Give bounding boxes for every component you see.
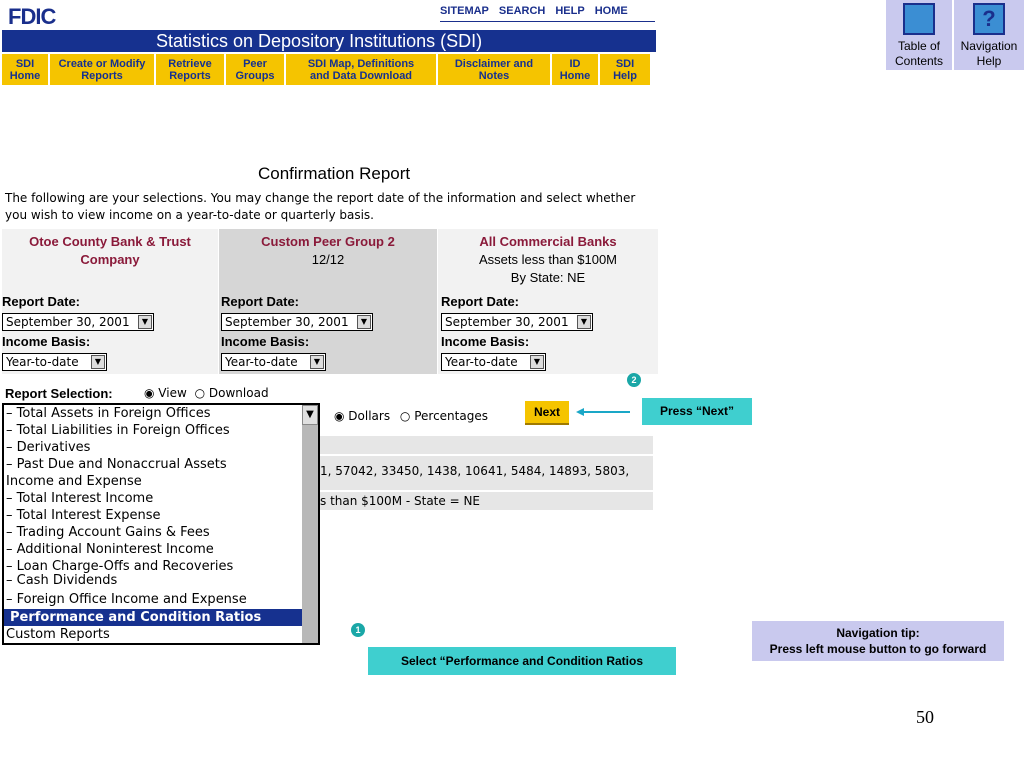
list-item[interactable]: – Total Liabilities in Foreign Offices <box>6 423 230 438</box>
report-date-select-all[interactable] <box>441 313 593 331</box>
all-commercial-assets: Assets less than $100M <box>478 252 618 267</box>
income-basis-select-all[interactable] <box>441 353 546 371</box>
navigation-tip <box>752 621 1004 661</box>
chevron-down-icon: ▼ <box>530 355 544 369</box>
table-of-contents-button[interactable] <box>886 0 952 70</box>
download-label: Download <box>208 386 269 400</box>
sitemap-link[interactable]: SITEMAP <box>440 5 489 17</box>
report-date-select-bank[interactable] <box>2 313 154 331</box>
chevron-down-icon: ▼ <box>138 315 152 329</box>
dollars-radio[interactable]: ◉ Dollars <box>334 409 391 423</box>
dollars-percentages-radios <box>334 409 488 423</box>
all-commercial-name: All Commercial Banks <box>479 234 617 249</box>
list-item[interactable]: – Total Interest Income <box>6 491 154 506</box>
list-item[interactable]: Income and Expense <box>6 474 142 489</box>
list-item[interactable]: – Total Assets in Foreign Offices <box>6 406 211 421</box>
hidden-row-1 <box>320 436 653 454</box>
scroll-up-icon[interactable]: ▼ <box>302 405 318 425</box>
tip-title: Navigation tip: <box>836 626 920 640</box>
question-mark-icon: ? <box>973 3 1005 35</box>
list-item[interactable]: – Cash Dividends <box>6 573 118 588</box>
step-2-marker: 2 <box>627 373 641 387</box>
navigation-help-label: Navigation Help <box>960 39 1018 68</box>
search-link[interactable]: SEARCH <box>498 5 546 17</box>
nav-retrieve-reports[interactable]: Retrieve Reports <box>156 54 224 85</box>
income-basis-value: Year-to-date <box>225 355 298 369</box>
percentages-label: Percentages <box>414 409 488 423</box>
report-list[interactable] <box>2 403 320 645</box>
list-item[interactable]: – Total Interest Expense <box>6 508 161 523</box>
confirmation-title: Confirmation Report <box>258 164 411 183</box>
bank-name: Otoe County Bank & Trust Company <box>29 234 191 267</box>
chevron-down-icon: ▼ <box>357 315 371 329</box>
list-item[interactable]: – Past Due and Nonaccrual Assets <box>6 457 227 472</box>
help-link[interactable]: HELP <box>555 5 585 17</box>
list-item[interactable]: – Trading Account Gains & Fees <box>6 525 210 540</box>
navigation-help-button[interactable] <box>954 0 1024 70</box>
nav-peer-groups[interactable]: Peer Groups <box>226 54 284 85</box>
list-item[interactable]: – Loan Charge-Offs and Recoveries <box>6 559 234 574</box>
all-commercial-state: By State: NE <box>510 270 586 285</box>
step-1-marker: 1 <box>351 623 365 637</box>
list-item[interactable]: – Derivatives <box>6 440 91 455</box>
page-number: 50 <box>916 707 934 727</box>
income-basis-label: Income Basis: <box>441 334 530 349</box>
nav-create-modify-reports[interactable]: Create or Modify Reports <box>50 54 154 85</box>
nav-sdi-map-definitions[interactable]: SDI Map, Definitions and Data Download <box>286 54 436 85</box>
report-date-label: Report Date: <box>441 294 520 309</box>
next-button[interactable]: Next <box>525 401 569 425</box>
nav-id-home[interactable]: ID Home <box>552 54 598 85</box>
fdic-logo[interactable]: FDIC <box>8 4 56 29</box>
hidden-row-3 <box>320 492 653 510</box>
arrow-left-icon <box>576 405 632 419</box>
list-item-selected[interactable]: Performance and Condition Ratios <box>4 609 318 626</box>
view-download-radios <box>144 386 269 400</box>
list-item[interactable]: – Foreign Office Income and Expense <box>6 592 247 607</box>
income-basis-value: Year-to-date <box>445 355 518 369</box>
step-1-callout: Select “Performance and Condition Ratios <box>368 647 676 675</box>
income-basis-select-bank[interactable] <box>2 353 107 371</box>
main-nav <box>2 54 658 85</box>
report-date-label: Report Date: <box>221 294 300 309</box>
report-date-label: Report Date: <box>2 294 81 309</box>
income-basis-value: Year-to-date <box>6 355 79 369</box>
tip-text: Press left mouse button to go forward <box>769 642 987 656</box>
chevron-down-icon: ▼ <box>577 315 591 329</box>
toc-label: Table of Contents <box>894 39 944 68</box>
step-2-callout: Press “Next” <box>642 398 752 425</box>
chevron-down-icon: ▼ <box>310 355 324 369</box>
download-radio[interactable]: ○ Download <box>194 386 269 400</box>
report-selection-label: Report Selection: <box>5 386 113 401</box>
page-title: Statistics on Depository Institutions (SDI) <box>156 31 483 51</box>
nav-sdi-help[interactable]: SDI Help <box>600 54 650 85</box>
report-date-value: September 30, 2001 <box>6 315 130 329</box>
peer-group-count: 12/12 <box>311 252 345 267</box>
home-link[interactable]: HOME <box>594 5 628 17</box>
report-date-value: September 30, 2001 <box>445 315 569 329</box>
chevron-down-icon: ▼ <box>91 355 105 369</box>
income-basis-label: Income Basis: <box>221 334 310 349</box>
income-basis-select-peer[interactable] <box>221 353 326 371</box>
peer-group-name: Custom Peer Group 2 <box>261 234 395 249</box>
view-radio[interactable]: ◉ View <box>144 386 187 400</box>
dollars-label: Dollars <box>348 409 391 423</box>
partial-id-list: 1, 57042, 33450, 1438, 10641, 5484, 14893, 5803, <box>320 464 630 478</box>
view-label: View <box>158 386 187 400</box>
header-divider <box>440 21 655 22</box>
report-date-select-peer[interactable] <box>221 313 373 331</box>
income-basis-label: Income Basis: <box>2 334 91 349</box>
list-item[interactable]: Custom Reports <box>6 627 110 642</box>
page-title-bar <box>2 30 656 52</box>
percentages-radio[interactable]: ○ Percentages <box>399 409 488 423</box>
list-item[interactable]: – Additional Noninterest Income <box>6 542 214 557</box>
column-bank <box>2 229 218 292</box>
column-all-commercial <box>438 229 658 292</box>
list-scrollbar[interactable] <box>302 405 318 643</box>
column-peer-group <box>219 229 437 292</box>
table-of-contents-icon <box>903 3 935 35</box>
hidden-row-2 <box>320 456 653 490</box>
report-date-value: September 30, 2001 <box>225 315 349 329</box>
intro-text: The following are your selections. You may change the report date of the information and select whether you wish to view income on a year-to-date or quarterly basis. <box>5 191 636 222</box>
nav-sdi-home[interactable]: SDI Home <box>2 54 48 85</box>
partial-peer-desc: s than $100M - State = NE <box>320 494 481 508</box>
nav-disclaimer-notes[interactable]: Disclaimer and Notes <box>438 54 550 85</box>
top-links <box>440 5 628 17</box>
